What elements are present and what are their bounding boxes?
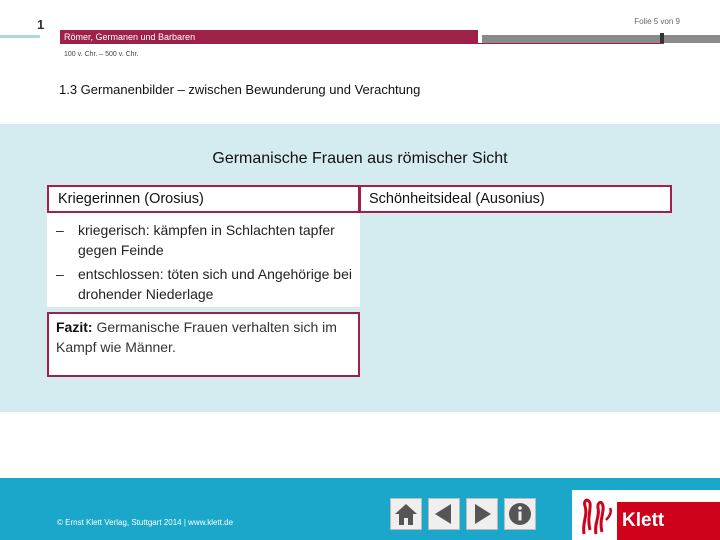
copyright-text: © Ernst Klett Verlag, Stuttgart 2014 | www.klett.de bbox=[57, 518, 234, 527]
conclusion-label: Fazit: bbox=[56, 319, 93, 335]
next-slide-button[interactable] bbox=[466, 498, 498, 530]
chapter-number: 1 bbox=[37, 17, 45, 32]
list-item bbox=[56, 221, 356, 260]
triangle-left-icon bbox=[429, 499, 459, 529]
left-column-heading bbox=[47, 185, 360, 213]
right-column-heading bbox=[359, 185, 672, 213]
home-button[interactable] bbox=[390, 498, 422, 530]
progress-bar bbox=[482, 35, 720, 43]
left-heading-text: Kriegerinnen (Orosius) bbox=[58, 191, 204, 207]
slide-counter: Folie 5 von 9 bbox=[634, 17, 680, 26]
klett-emblem-icon bbox=[572, 490, 616, 540]
conclusion-text bbox=[56, 318, 354, 357]
right-heading-text: Schönheitsideal (Ausonius) bbox=[369, 191, 545, 207]
era-label: 100 v. Chr. – 500 v. Chr. bbox=[64, 51, 139, 58]
info-icon bbox=[505, 499, 535, 529]
klett-logo-text: Klett bbox=[617, 502, 720, 540]
progress-marker bbox=[660, 33, 664, 43]
list-dash: – bbox=[56, 222, 64, 238]
info-button[interactable] bbox=[504, 498, 536, 530]
conclusion-body: Germanische Frauen verhalten sich im Kampf wie Männer. bbox=[56, 319, 337, 355]
chapter-title: Römer, Germanen und Barbaren bbox=[64, 32, 196, 42]
left-accent-line bbox=[0, 35, 40, 38]
trait-list bbox=[47, 213, 360, 307]
list-item-text: kriegerisch: kämpfen in Schlachten tapfer gegen Feinde bbox=[78, 222, 335, 258]
list-item-text: entschlossen: töten sich und Angehörige bei drohender Niederlage bbox=[78, 266, 352, 302]
triangle-right-icon bbox=[467, 499, 497, 529]
conclusion-box bbox=[47, 312, 360, 377]
header-underline bbox=[478, 43, 664, 44]
section-title: 1.3 Germanenbilder – zwischen Bewunderung und Verachtung bbox=[59, 82, 421, 97]
previous-slide-button[interactable] bbox=[428, 498, 460, 530]
list-dash: – bbox=[56, 266, 64, 282]
home-icon bbox=[391, 499, 421, 529]
content-title: Germanische Frauen aus römischer Sicht bbox=[212, 150, 508, 167]
list-item bbox=[56, 265, 356, 304]
